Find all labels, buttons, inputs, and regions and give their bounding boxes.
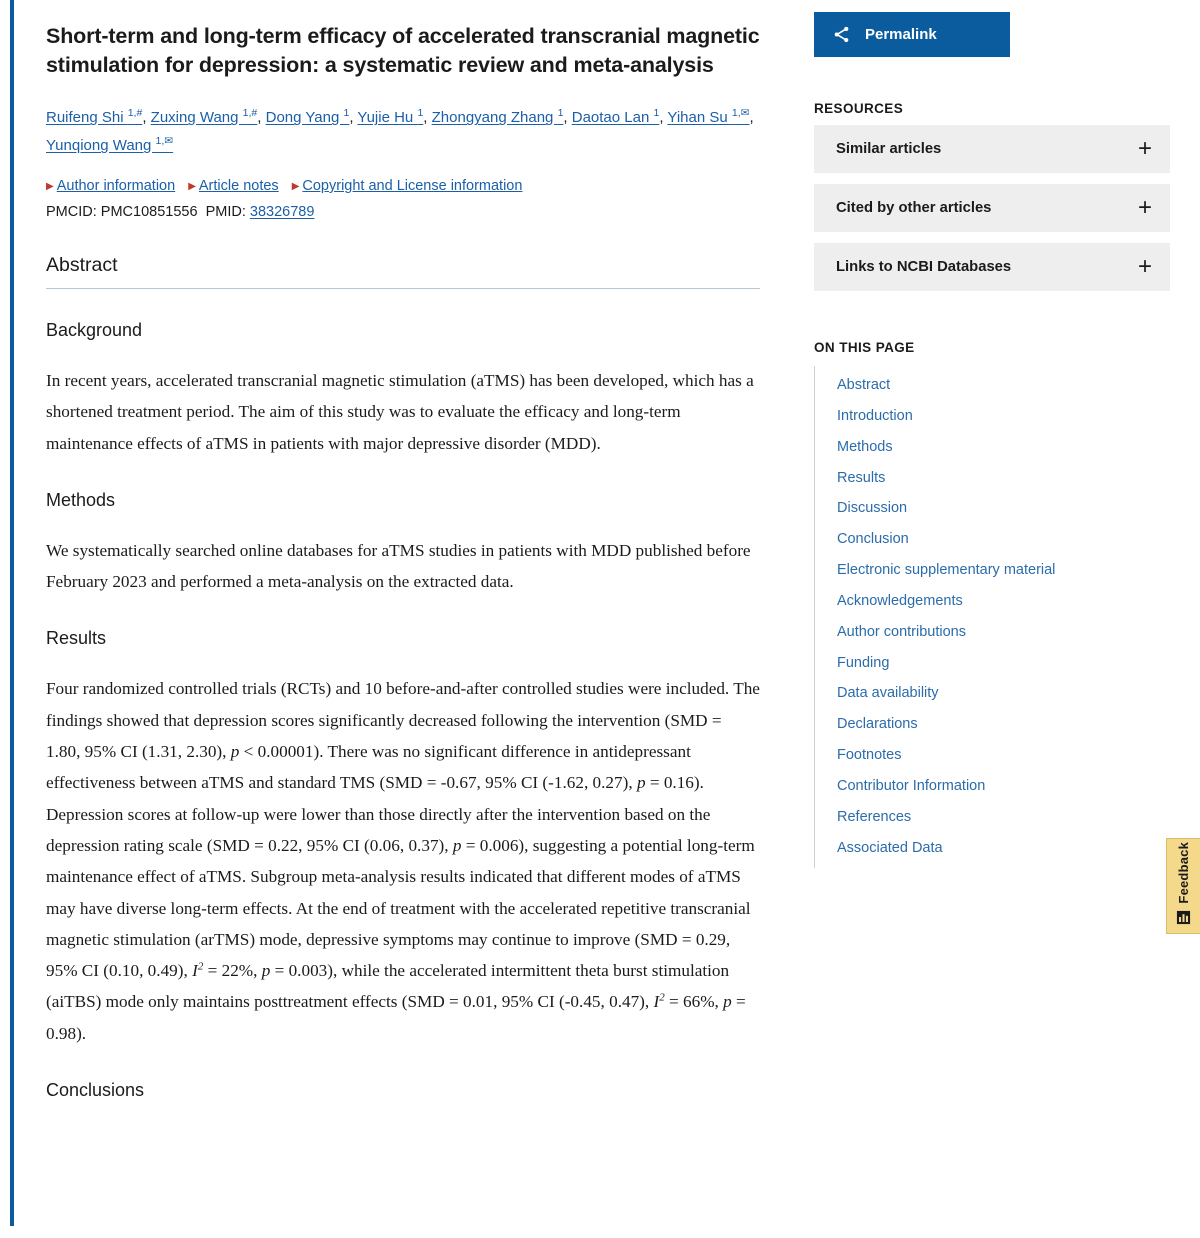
on-this-page-item: [815, 678, 1184, 709]
author-link[interactable]: [572, 109, 660, 126]
permalink-label: Permalink: [865, 26, 937, 43]
on-this-page-link[interactable]: Associated Data: [837, 839, 943, 856]
on-this-page-link[interactable]: Introduction: [837, 407, 913, 424]
article-ids: [46, 204, 760, 220]
author-link[interactable]: [46, 109, 142, 126]
author-separator: ,: [749, 109, 754, 127]
caret-right-icon: ▶: [46, 180, 54, 192]
accordion-label: Links to NCBI Databases: [836, 259, 1012, 275]
author-name: Zhongyang Zhang: [431, 109, 558, 127]
section-heading: Background: [46, 319, 143, 340]
on-this-page-item: [815, 833, 1184, 864]
pmcid-label: PMCID:: [46, 203, 97, 220]
caret-right-icon: ▶: [291, 180, 300, 192]
permalink-button[interactable]: [814, 12, 1010, 57]
pmid-label: PMID:: [205, 203, 246, 220]
on-this-page-link[interactable]: Methods: [837, 438, 893, 455]
author-affiliation-marker: 1: [557, 107, 564, 120]
plus-icon[interactable]: +: [1137, 135, 1152, 162]
section-paragraph: We systematically searched online databases for aTMS studies in patients with MDD published before February 2023 and performed a meta-analysis on the extracted data.: [46, 540, 751, 592]
on-this-page-item: [815, 463, 1184, 494]
section-heading: Conclusions: [46, 1080, 145, 1101]
meta-link-label: Author information: [56, 177, 176, 194]
meta-link-label: Article notes: [198, 177, 279, 194]
resources-accordion-item[interactable]: [814, 125, 1170, 173]
meta-link-label: Copyright and License information: [302, 177, 523, 194]
author-link[interactable]: [266, 109, 350, 126]
author-affiliation-marker: 1: [343, 107, 350, 120]
author-affiliation-marker: 1,✉: [155, 135, 174, 148]
pmcid-value: PMC10851556: [100, 203, 198, 220]
author-name: Yujie Hu: [357, 109, 418, 127]
caret-right-icon: ▶: [188, 180, 196, 192]
on-this-page-item: [815, 802, 1184, 833]
abstract-sections: [46, 320, 760, 1101]
feedback-label: Feedback: [1176, 842, 1191, 904]
author-name: Zuxing Wang: [150, 109, 243, 127]
section-heading: Methods: [46, 489, 116, 510]
abstract-heading: Abstract: [46, 254, 760, 289]
on-this-page-item: [815, 771, 1184, 802]
author-affiliation-marker: 1,#: [127, 107, 143, 120]
on-this-page-item: [815, 370, 1184, 401]
author-name: Yihan Su: [667, 109, 732, 127]
author-name: Daotao Lan: [571, 109, 654, 127]
on-this-page-heading: ON THIS PAGE: [814, 340, 915, 355]
author-separator: ,: [349, 109, 358, 127]
on-this-page-link[interactable]: Acknowledgements: [837, 592, 963, 609]
on-this-page-item: [815, 555, 1184, 586]
sidebar: [800, 0, 1200, 1238]
on-this-page-item: [815, 709, 1184, 740]
meta-link[interactable]: [46, 178, 175, 194]
author-name: Dong Yang: [265, 109, 344, 127]
resources-accordion-group: [814, 125, 1184, 291]
on-this-page-item: [815, 617, 1184, 648]
author-affiliation-marker: 1: [653, 107, 660, 120]
on-this-page-item: [815, 740, 1184, 771]
author-link[interactable]: [151, 109, 258, 126]
on-this-page-link[interactable]: Data availability: [837, 685, 939, 702]
plus-icon[interactable]: +: [1137, 253, 1152, 280]
on-this-page-item: [815, 524, 1184, 555]
author-separator: ,: [257, 109, 266, 127]
author-link[interactable]: [667, 109, 749, 126]
author-affiliation-marker: 1,#: [242, 107, 258, 120]
on-this-page-item: [815, 586, 1184, 617]
on-this-page-link[interactable]: Electronic supplementary material: [837, 562, 1056, 579]
on-this-page-link[interactable]: Discussion: [837, 500, 908, 517]
on-this-page-item: [815, 432, 1184, 463]
on-this-page-link[interactable]: Abstract: [837, 377, 891, 393]
section-paragraph: Four randomized controlled trials (RCTs) and 10 before-and-after controlled studies were included. The findings showed that depression scores significantly decreased following the intervention (SMD = 1.80, 95% CI (1.31, 2.30), p < 0.00001). There was no significant difference in antidepressant effectiveness between aTMS and standard TMS (SMD = -0.67, 95% CI (-1.62, 0.27), p = 0.16). Depression scores at follow-up were lower than those directly after the intervention based on the depression rating scale (SMD = 0.22, 95% CI (0.06, 0.37), p = 0.006), suggesting a potential long-term maintenance effect of aTMS. Subgroup meta-analysis results indicated that different modes of aTMS may have diverse long-term effects. At the end of treatment with the accelerated repetitive transcranial magnetic stimulation (arTMS) mode, depressive symptoms may continue to improve (SMD = 0.29, 95% CI (0.10, 0.49), $I^2 = 22\%$, p = 0.003), while the accelerated intermittent theta burst stimulation (aiTBS) mode only maintains posttreatment effects (SMD = 0.01, 95% CI (-0.45, 0.47), $I^2 = 66\%$, p = 0.98).: [46, 679, 760, 1043]
accordion-label: Similar articles: [836, 141, 942, 157]
resources-accordion-item[interactable]: [814, 243, 1170, 291]
on-this-page-item: [815, 648, 1184, 679]
on-this-page-link[interactable]: Conclusion: [837, 531, 909, 548]
on-this-page-nav: [814, 366, 1184, 868]
on-this-page-link[interactable]: Funding: [837, 654, 890, 671]
accordion-label: Cited by other articles: [836, 200, 992, 216]
meta-link[interactable]: [292, 178, 523, 194]
author-link[interactable]: [46, 137, 173, 154]
author-separator: ,: [423, 109, 432, 127]
meta-links: [46, 178, 760, 194]
share-icon: [832, 25, 851, 44]
on-this-page-link[interactable]: Contributor Information: [837, 777, 986, 794]
feedback-tab[interactable]: [1166, 838, 1200, 934]
pmid-link[interactable]: 38326789: [249, 203, 315, 220]
on-this-page-link[interactable]: Declarations: [837, 716, 918, 733]
on-this-page-item: [815, 493, 1184, 524]
author-affiliation-marker: 1: [417, 107, 424, 120]
on-this-page-link[interactable]: Results: [837, 469, 886, 486]
section-heading: Results: [46, 628, 107, 649]
page-title: Short-term and long-term efficacy of accelerated transcranial magnetic stimulation for depression: a systematic review and meta-analysis: [46, 24, 760, 78]
on-this-page-link[interactable]: References: [837, 808, 912, 825]
author-separator: ,: [659, 109, 668, 127]
on-this-page-link[interactable]: Footnotes: [837, 747, 902, 764]
on-this-page-link[interactable]: Author contributions: [837, 623, 966, 640]
author-affiliation-marker: 1,✉: [731, 107, 750, 120]
on-this-page-item: [815, 401, 1184, 432]
author-link[interactable]: [432, 109, 564, 126]
author-separator: ,: [142, 109, 151, 127]
author-name: Yunqiong Wang: [46, 137, 156, 155]
bar-chart-icon: [1176, 910, 1191, 930]
section-paragraph: In recent years, accelerated transcranial magnetic stimulation (aTMS) has been developed, which has a shortened treatment period. The aim of this study was to evaluate the efficacy and long-term maintenance effects of aTMS in patients with major depressive disorder (MDD).: [46, 370, 754, 453]
resources-heading: RESOURCES: [814, 101, 904, 116]
plus-icon[interactable]: +: [1137, 194, 1152, 221]
author-name: Ruifeng Shi: [46, 109, 128, 127]
author-separator: ,: [563, 109, 572, 127]
meta-link[interactable]: [188, 178, 279, 194]
resources-accordion-item[interactable]: [814, 184, 1170, 232]
author-link[interactable]: [357, 109, 423, 126]
author-list: [46, 104, 760, 160]
